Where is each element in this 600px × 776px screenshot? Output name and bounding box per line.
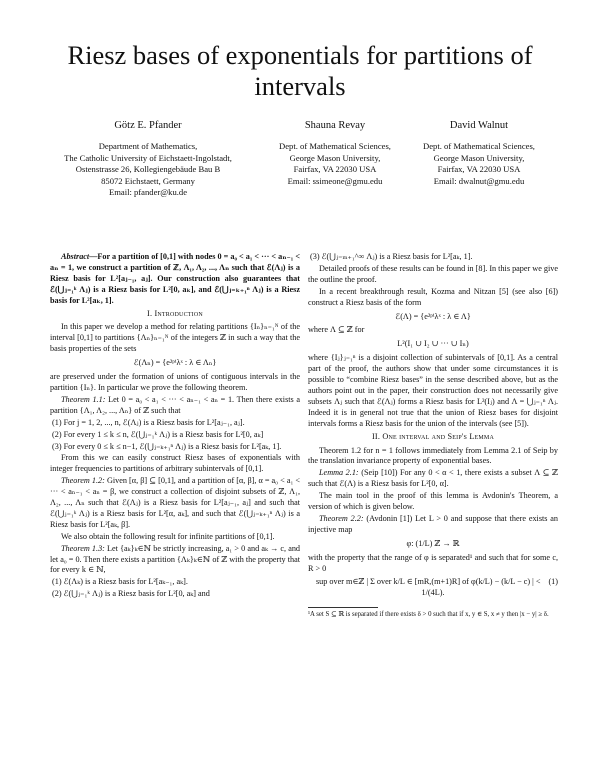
theorem-text: (Avdonin [1]) Let L > 0 and suppose that there exists an injective map <box>308 513 559 534</box>
left-column <box>50 252 300 601</box>
footnote: ¹A set S ⊆ ℝ is separated if there exists δ > 0 such that if x, y ∈ S, x ≠ y then |x − y| ≥ δ. <box>308 611 549 619</box>
theorem-label: Theorem 1.3: <box>61 543 105 553</box>
author-affiliation <box>414 141 544 187</box>
paragraph: The main tool in the proof of this lemma is Avdonin's Theorem, a version of which is given below. <box>308 491 558 512</box>
theorem-text: Let 0 = a₀ < a₁ < ··· < aₙ₋₁ < aₙ = 1. Then there exists a partition {Λ₁, Λ₂, ..., Λₙ} of ℤ such that <box>50 394 301 415</box>
theorem-label: Theorem 1.2: <box>61 476 105 486</box>
affiliation-line: Department of Mathematics, <box>98 141 198 151</box>
author-name: Götz E. Pfander <box>114 120 182 131</box>
equation: L²(I₁ ∪ I₂ ∪ ··· ∪ Iₙ) <box>397 339 469 349</box>
affiliation-line: 85072 Eichstaett, Germany <box>101 175 195 186</box>
theorem-label: Theorem 1.1: <box>61 394 106 404</box>
affiliation-line: George Mason University, <box>433 152 525 163</box>
abstract-label: Abstract <box>61 252 90 261</box>
affiliation-email: Email: pfander@ku.de <box>108 187 188 198</box>
paragraph: are preserved under the formation of unions of contiguous intervals in the partition {Iₙ}. In particular we prove the following theorem. <box>50 372 300 392</box>
list-item: (1) For j = 1, 2, ..., n, ℰ(Λⱼ) is a Riesz basis for L²[aⱼ₋₁, aⱼ]. <box>52 417 245 427</box>
paragraph: Theorem 1.2 for n = 1 follows immediately from Lemma 2.1 of Seip by the translation invariance property of exponential bases. <box>308 445 558 466</box>
section-heading-seip: II. One interval and Seip's Lemma <box>371 431 495 441</box>
affiliation-line: Fairfax, VA 22030 USA <box>293 164 377 175</box>
paragraph: Detailed proofs of these results can be found in [8]. In this paper we give the outline the proof. <box>308 263 558 284</box>
paragraph: In a recent breakthrough result, Kozma and Nitzan [5] (see also [6]) construct a Riesz basis of the form <box>308 286 558 307</box>
paragraph: where Λ ⊆ ℤ for <box>308 325 365 335</box>
author-affiliation <box>256 141 414 187</box>
paragraph: We also obtain the following result for infinite partitions of [0,1]. <box>61 531 275 541</box>
paragraph: In this paper we develop a method for relating partitions {Iₙ}ₙ₌₁ᴺ of the interval [0,1] to partitions {Λₙ}ₙ₌₁ᴺ of the integers ℤ in such a way that the basis properties of the sets <box>50 322 300 354</box>
affiliation-email: Email: dwalnut@gmu.edu <box>433 175 525 186</box>
list-item: (3) For every 0 ≤ k ≤ n−1, ℰ(⋃ⱼ₌ₖ₊₁ⁿ Λⱼ) is a Riesz basis for L²[aₖ, 1]. <box>52 441 282 451</box>
equation-1 <box>308 577 558 599</box>
equation-number: (1) <box>548 577 558 587</box>
theorem-label: Theorem 2.2: <box>319 513 364 523</box>
affiliation-line: Dept. of Mathematical Sciences, <box>423 141 535 151</box>
affiliation-line: Ostenstrasse 26, Kollegiengebäude Bau B <box>75 164 221 175</box>
list-item: (1) ℰ(Λₖ) is a Riesz basis for L²[aₖ₋₁, aₖ]. <box>52 577 188 587</box>
author-name: Shauna Revay <box>304 120 366 131</box>
affiliation-line: Dept. of Mathematical Sciences, <box>279 141 391 151</box>
list-item: (3) ℰ(⋃ⱼ₌ₘ₊₁^∞ Λⱼ) is a Riesz basis for L²[aₖ, 1]. <box>310 252 473 261</box>
affiliation-line: The Catholic University of Eichstaett-Ingolstadt, <box>64 152 232 163</box>
theorem-2-2 <box>308 514 558 536</box>
paragraph: From this we can easily construct Riesz bases of exponentials with integer frequencies to partitions of arbitrary subintervals of [0,1]. <box>50 453 300 474</box>
equation: φ: (1/L) ℤ → ℝ <box>406 538 460 548</box>
abstract-text: —For a partition of [0,1] with nodes 0 = a₀ < a₁ < ··· < aₙ₋₁ < aₙ = 1, we construct a partition of ℤ, Λ₁, Λ₂, ..., Λₙ such that ℰ(Λⱼ) is a Riesz basis for L²[aⱼ₋₁, aⱼ]. Our construction also guarantees that ℰ(⋃ⱼ₌₁ᵏ Λⱼ) is a Riesz basis for L²[0, aₖ], and ℰ(⋃ⱼ₌ₖ₊₁ⁿ Λⱼ) is a Riesz basis for L²[aₖ, 1]. <box>50 252 300 305</box>
author-affiliation <box>40 141 256 199</box>
theorem-text: Let {aₖ}ₖ∈ℕ be strictly increasing, a₁ > 0 and aₖ → c, and let a₀ = 0. Then there exists a partition {Λₖ}ₖ∈ℕ of ℤ with the property that for every k ∈ ℕ, <box>50 543 301 575</box>
lemma-text: (Seip [10]) For any 0 < α < 1, there exists a subset Λ ⊆ ℤ such that ℰ(Λ) is a Riesz basis for L²[0, α]. <box>308 468 559 489</box>
paragraph: with the property that the range of φ is separated¹ and such that for some c, R > 0 <box>308 552 558 573</box>
list-item: (2) ℰ(⋃ⱼ₌₁ᵏ Λⱼ) is a Riesz basis for L²[0, aₖ] and <box>52 589 210 599</box>
theorem-1-1 <box>50 395 300 417</box>
footnote-rule <box>308 607 378 608</box>
lemma-label: Lemma 2.1: <box>319 468 359 478</box>
theorem-1-2 <box>50 476 300 531</box>
theorem-text: Given [α, β] ⊆ [0,1], and a partition of [α, β], α = a₀ < a₁ < ··· < aₙ₋₁ < aₙ = β, we construct a collection of disjoint subsets of ℤ, Λ₁, Λ₂, ..., Λₙ such that ℰ(Λⱼ) is a Riesz basis for L²[aⱼ₋₁, aⱼ] and such that ℰ(⋃ⱼ₌₁ᵏ Λⱼ) is a Riesz basis for L²[α, aₖ], and such that ℰ(⋃ⱼ₌ₖ₊₁ⁿ Λⱼ) is a Riesz basis for L²[aₖ, β]. <box>50 476 301 529</box>
right-column <box>308 252 558 620</box>
section-heading-introduction: I. Introduction <box>147 308 203 318</box>
lemma-2-1 <box>308 468 558 490</box>
list-item: (2) For every 1 ≤ k ≤ n, ℰ(⋃ⱼ₌₁ᵏ Λⱼ) is a Riesz basis for L²[0, aₖ] <box>52 429 264 439</box>
affiliation-email: Email: ssimeone@gmu.edu <box>287 175 383 186</box>
author-name: David Walnut <box>449 120 509 131</box>
equation-body: sup over m∈ℤ | Σ over k/L ∈ [mR,(m+1)R] of φ(k/L) − (k/L − c) | < 1/(4L). <box>315 577 541 598</box>
affiliation-line: Fairfax, VA 22030 USA <box>437 164 521 175</box>
affiliation-line: George Mason University, <box>289 152 381 163</box>
paper-title: Riesz bases of exponentials for partitions of intervals <box>67 40 533 101</box>
equation: ℰ(Λ) = {e²ᵖⁱλˣ : λ ∈ Λ} <box>395 311 471 321</box>
equation: ℰ(Λₙ) = {e²ᵖⁱλˣ : λ ∈ Λₙ} <box>133 358 217 368</box>
paragraph: where {Iⱼ}ⱼ₌₁ⁿ is a disjoint collection of subintervals of [0,1]. As a central part of the proof, the authors show that under some circumstances it is possible to “combine Riesz bases” in the sense described above, but as the authors point out in the paper, their construction does not necessarily give subsets Λⱼ such that ℰ(Λⱼ) forms a Riesz basis for L²(Iⱼ) and Λ = ⋃ⱼ₌₁ⁿ Λⱼ. Indeed it is in general not true that the union of Riesz bases for disjoint intervals forms a Riesz basis for the union of the intervals (see [5]). <box>308 353 558 428</box>
abstract <box>50 252 300 307</box>
theorem-1-3 <box>50 544 300 577</box>
